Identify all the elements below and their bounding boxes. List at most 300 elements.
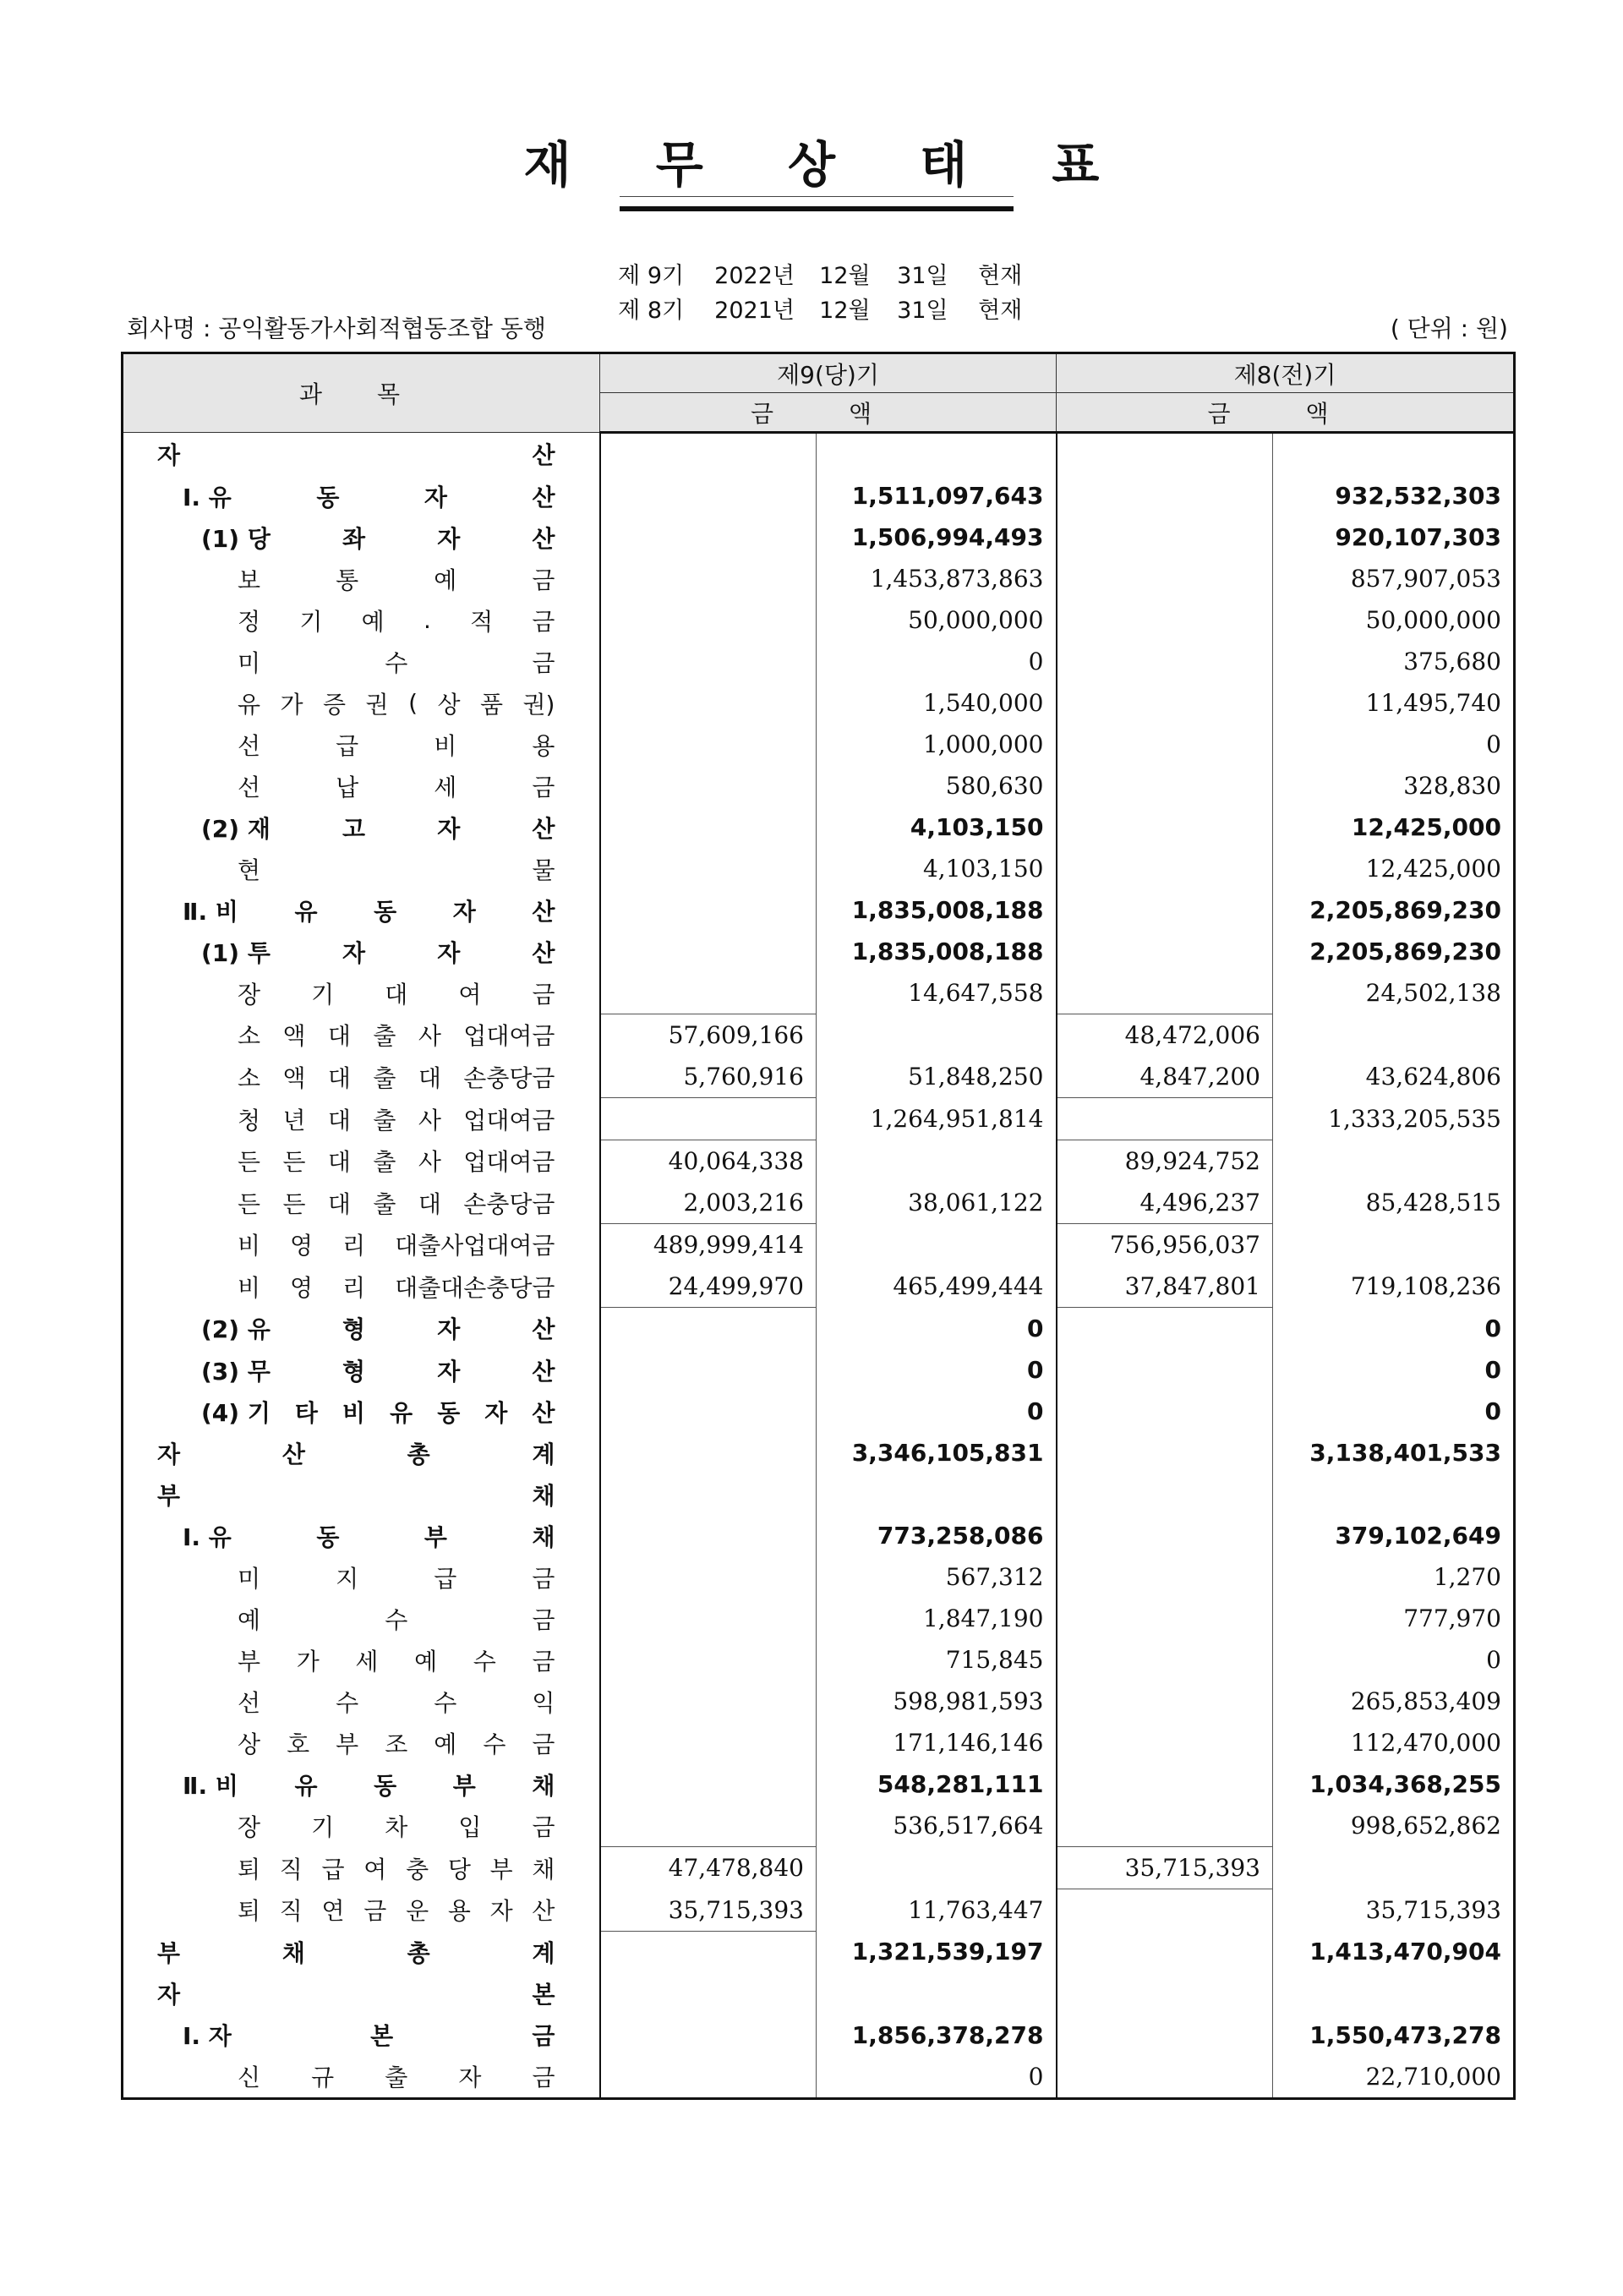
account-name-part: 충 bbox=[406, 1855, 429, 1883]
table-row bbox=[123, 1805, 1515, 1847]
prior-detail-amount: 756,956,037 bbox=[1057, 1224, 1273, 1266]
account-name-part: 사 bbox=[418, 1106, 441, 1134]
table-row bbox=[123, 765, 1515, 806]
prior-total-amount: 857,907,053 bbox=[1350, 565, 1501, 593]
current-total-amount: 1,835,008,188 bbox=[817, 931, 1057, 972]
current-total-amount: 715,845 bbox=[817, 1639, 1057, 1681]
account-name-part: 든 bbox=[282, 1189, 306, 1218]
account-name-part: 부 bbox=[157, 1481, 181, 1510]
current-total-amount: 3,346,105,831 bbox=[817, 1432, 1057, 1473]
account-name-part: 세 bbox=[355, 1647, 379, 1676]
account-name-part: 퇴 bbox=[238, 1897, 261, 1926]
account-name-part: 손충당금 bbox=[463, 1189, 555, 1218]
prior-detail-amount: 48,472,006 bbox=[1057, 1014, 1273, 1057]
prior-total-amount: 719,108,236 bbox=[1350, 1272, 1501, 1301]
account-name-part: 직 bbox=[279, 1897, 303, 1926]
prior-detail-amount bbox=[1057, 641, 1273, 682]
table-row bbox=[123, 1432, 1515, 1473]
account-name-part: 조 bbox=[385, 1730, 408, 1758]
account-name-part: 현 bbox=[238, 856, 261, 884]
account-name bbox=[123, 1847, 600, 1889]
account-name-part: (4) 기 bbox=[201, 1398, 270, 1427]
current-total-amount: 536,517,664 bbox=[817, 1805, 1057, 1847]
current-detail-amount bbox=[600, 517, 817, 558]
table-row bbox=[123, 1391, 1515, 1432]
account-name-part: 통 bbox=[336, 566, 359, 594]
prior-detail-amount bbox=[1057, 1349, 1273, 1391]
account-name-part: 출 bbox=[385, 2064, 408, 2091]
prior-detail-amount bbox=[1057, 848, 1273, 889]
company-name: 회사명 : 공익활동가사회적협동조합 동행 bbox=[127, 314, 546, 342]
account-name-part: 자 bbox=[157, 1981, 181, 2009]
account-name-part: 자 bbox=[452, 897, 476, 926]
current-total-amount bbox=[817, 1224, 1057, 1266]
account-name-part: 용 bbox=[447, 1897, 471, 1926]
account-name-part: 금 bbox=[363, 1897, 387, 1926]
account-name-part: 업대여금 bbox=[463, 1148, 555, 1177]
account-name-part: 금 bbox=[532, 1647, 555, 1676]
account-name-part: 수 bbox=[385, 648, 408, 677]
account-name-part: 출 bbox=[373, 1022, 396, 1051]
current-detail-amount bbox=[600, 475, 817, 517]
account-name-part: 가 bbox=[296, 1647, 320, 1676]
prior-total-amount bbox=[1273, 1847, 1515, 1889]
account-name-part: 여 bbox=[363, 1855, 387, 1883]
current-detail-amount bbox=[600, 724, 817, 765]
prior-total-amount: 0 bbox=[1484, 1314, 1501, 1342]
unit-label: ( 단위 : 원) bbox=[1390, 314, 1508, 342]
account-name bbox=[123, 1014, 600, 1057]
account-name-part: 금 bbox=[532, 1812, 555, 1841]
current-total-amount: 0 bbox=[817, 1349, 1057, 1391]
current-detail-amount bbox=[600, 2014, 817, 2056]
current-detail-amount bbox=[600, 1515, 817, 1556]
prior-detail-amount: 4,496,237 bbox=[1057, 1182, 1273, 1224]
account-name-part: 금 bbox=[532, 648, 555, 677]
prior-detail-amount: 4,847,200 bbox=[1057, 1056, 1273, 1098]
account-name-part: 산 bbox=[532, 524, 555, 553]
table-row bbox=[123, 972, 1515, 1014]
table-row bbox=[123, 1681, 1515, 1722]
account-name-part: 액 bbox=[282, 1063, 306, 1092]
account-name-part: 동 bbox=[437, 1398, 461, 1427]
current-total-amount: 1,540,000 bbox=[817, 682, 1057, 724]
account-name-part: 부 bbox=[157, 1938, 181, 1967]
table-row bbox=[123, 599, 1515, 641]
table-row bbox=[123, 2056, 1515, 2099]
account-name-part: 장 bbox=[238, 980, 261, 1009]
account-name-part: 예 bbox=[434, 566, 457, 594]
title-underline-thin bbox=[620, 196, 1014, 197]
prior-detail-amount bbox=[1057, 1432, 1273, 1473]
current-detail-amount bbox=[600, 1473, 817, 1515]
prior-total-amount: 265,853,409 bbox=[1350, 1687, 1501, 1715]
account-name-part: 예 bbox=[238, 1605, 261, 1634]
account-name-part: 자 bbox=[424, 483, 447, 511]
account-name-part: 타 bbox=[294, 1398, 318, 1427]
prior-detail-amount bbox=[1057, 433, 1273, 476]
prior-total-amount: 1,034,368,255 bbox=[1309, 1770, 1501, 1798]
prior-detail-amount bbox=[1057, 558, 1273, 599]
account-name-part: 유 bbox=[294, 1771, 318, 1800]
prior-total-amount: 35,715,393 bbox=[1365, 1895, 1501, 1924]
account-name bbox=[123, 1805, 600, 1847]
current-detail-amount bbox=[600, 1973, 817, 2014]
account-name-part: 산 bbox=[281, 1440, 305, 1468]
account-name-part: 증 bbox=[323, 690, 347, 719]
prior-total-amount: 11,495,740 bbox=[1365, 689, 1501, 717]
account-name-part: 비 bbox=[238, 1232, 261, 1260]
prior-total-amount: 85,428,515 bbox=[1365, 1189, 1501, 1217]
current-detail-amount bbox=[600, 641, 817, 682]
prior-total-amount bbox=[1273, 433, 1515, 476]
account-name-part: 선 bbox=[238, 731, 261, 760]
prior-total-amount: 777,970 bbox=[1403, 1604, 1501, 1632]
account-name-part: 정 bbox=[238, 607, 261, 636]
account-name-part: 품 bbox=[479, 690, 504, 719]
account-name bbox=[123, 765, 600, 806]
table-row bbox=[123, 1556, 1515, 1598]
prior-total-amount: 0 bbox=[1486, 1646, 1501, 1674]
account-name-part: 산 bbox=[532, 483, 555, 511]
account-name-part: 상 bbox=[437, 690, 461, 719]
prior-detail-amount bbox=[1057, 2056, 1273, 2099]
prior-total-amount: 920,107,303 bbox=[1335, 523, 1501, 551]
account-name-part: 출 bbox=[373, 1063, 396, 1092]
prior-total-amount: 375,680 bbox=[1403, 648, 1501, 675]
account-name-part: 청 bbox=[238, 1106, 261, 1134]
current-detail-amount bbox=[600, 889, 817, 931]
current-total-amount: 51,848,250 bbox=[817, 1056, 1057, 1098]
current-detail-amount bbox=[600, 806, 817, 848]
prior-total-amount: 932,532,303 bbox=[1335, 482, 1501, 510]
account-name-part: 출 bbox=[373, 1148, 396, 1177]
prior-total-amount: 22,710,000 bbox=[1365, 2062, 1501, 2091]
table-row bbox=[123, 1349, 1515, 1391]
account-name-part: 권 bbox=[365, 690, 389, 719]
account-name-part: 금 bbox=[532, 2064, 555, 2091]
account-name bbox=[123, 1349, 600, 1391]
prior-detail-amount bbox=[1057, 475, 1273, 517]
current-amount-header: 금 액 bbox=[600, 393, 1057, 433]
document-title: 재 무 상 태 표 bbox=[523, 136, 1134, 194]
prior-detail-amount: 89,924,752 bbox=[1057, 1140, 1273, 1183]
current-detail-amount bbox=[600, 433, 817, 476]
prior-detail-amount bbox=[1057, 682, 1273, 724]
account-name-part: 형 bbox=[342, 1357, 366, 1386]
account-name-part: 부 bbox=[238, 1647, 261, 1676]
account-name bbox=[123, 1391, 600, 1432]
account-name-part: 산 bbox=[532, 814, 555, 843]
current-total-amount: 1,453,873,863 bbox=[817, 558, 1057, 599]
current-detail-amount bbox=[600, 972, 817, 1014]
prior-total-amount: 12,425,000 bbox=[1351, 813, 1501, 841]
account-name-part: 사 bbox=[418, 1022, 441, 1051]
current-detail-amount bbox=[600, 1432, 817, 1473]
table-row bbox=[123, 2014, 1515, 2056]
table-row bbox=[123, 724, 1515, 765]
prior-total-amount bbox=[1273, 1014, 1515, 1057]
current-total-amount bbox=[817, 1973, 1057, 2014]
account-name-part: 가 bbox=[280, 690, 303, 719]
account-name bbox=[123, 1639, 600, 1681]
account-name-part: Ⅰ. 유 bbox=[183, 483, 232, 511]
account-name-part: Ⅰ. 유 bbox=[183, 1522, 232, 1551]
account-name-part: 총 bbox=[407, 1440, 430, 1468]
account-name-part: 자 bbox=[437, 938, 461, 967]
account-name-part: 대출대손충당금 bbox=[395, 1273, 555, 1302]
account-name bbox=[123, 1556, 600, 1598]
account-name-part: Ⅰ. 자 bbox=[183, 2022, 232, 2050]
current-detail-amount: 47,478,840 bbox=[600, 1847, 817, 1889]
table-row bbox=[123, 806, 1515, 848]
account-name-part: 산 bbox=[532, 897, 555, 926]
account-name-part: (3) 무 bbox=[201, 1357, 270, 1386]
table-row bbox=[123, 1182, 1515, 1224]
account-name-part: 금 bbox=[532, 1564, 555, 1593]
prior-detail-amount bbox=[1057, 517, 1273, 558]
account-name-part: 기 bbox=[311, 980, 335, 1009]
current-total-amount: 1,000,000 bbox=[817, 724, 1057, 765]
account-name-part: 미 bbox=[238, 1564, 261, 1593]
table-row bbox=[123, 641, 1515, 682]
table-row bbox=[123, 1763, 1515, 1805]
table-row bbox=[123, 1308, 1515, 1350]
account-name-part: (2) 재 bbox=[201, 814, 270, 843]
table-row bbox=[123, 1473, 1515, 1515]
table-row bbox=[123, 1515, 1515, 1556]
account-name-part: 금 bbox=[532, 2022, 555, 2050]
account-name-part: Ⅱ. 비 bbox=[183, 1771, 238, 1800]
account-name bbox=[123, 1515, 600, 1556]
table-row bbox=[123, 1266, 1515, 1308]
prior-total-amount: 1,270 bbox=[1433, 1563, 1501, 1591]
account-name-part: 금 bbox=[532, 773, 555, 801]
account-name-part: 대 bbox=[385, 980, 408, 1009]
balance-sheet-table bbox=[121, 352, 1516, 2100]
current-total-amount: 171,146,146 bbox=[817, 1722, 1057, 1763]
table-row bbox=[123, 889, 1515, 931]
account-name-part: 수 bbox=[434, 1688, 457, 1717]
prior-total-amount: 379,102,649 bbox=[1335, 1522, 1501, 1550]
account-name-part: . bbox=[423, 606, 431, 634]
account-name-part: 여 bbox=[458, 980, 482, 1009]
current-total-amount: 0 bbox=[817, 1391, 1057, 1432]
account-name-part: 든 bbox=[238, 1148, 261, 1177]
current-total-amount: 567,312 bbox=[817, 1556, 1057, 1598]
account-name-part: 수 bbox=[483, 1730, 506, 1758]
current-total-amount: 11,763,447 bbox=[817, 1889, 1057, 1932]
current-detail-amount: 5,760,916 bbox=[600, 1056, 817, 1098]
account-name-part: 예 bbox=[361, 607, 385, 636]
current-total-amount: 548,281,111 bbox=[817, 1763, 1057, 1805]
account-name-part: 동 bbox=[316, 483, 340, 511]
current-detail-amount: 2,003,216 bbox=[600, 1182, 817, 1224]
account-name bbox=[123, 848, 600, 889]
account-name-part: 비 bbox=[434, 731, 457, 760]
account-name-part: 대 bbox=[418, 1063, 441, 1092]
current-detail-amount bbox=[600, 848, 817, 889]
account-name-part: 금 bbox=[532, 980, 555, 1009]
account-name bbox=[123, 641, 600, 682]
account-name bbox=[123, 1098, 600, 1140]
account-name-part: 소 bbox=[238, 1022, 261, 1051]
account-name-part: 사 bbox=[418, 1148, 441, 1177]
account-name-part: 산 bbox=[532, 1398, 555, 1427]
prior-total-amount bbox=[1273, 1140, 1515, 1183]
prior-detail-amount bbox=[1057, 765, 1273, 806]
prior-detail-amount bbox=[1057, 972, 1273, 1014]
table-row bbox=[123, 1722, 1515, 1763]
current-total-amount: 0 bbox=[817, 1308, 1057, 1350]
current-detail-amount bbox=[600, 2056, 817, 2099]
account-name-part: 좌 bbox=[342, 524, 366, 553]
current-total-amount: 50,000,000 bbox=[817, 599, 1057, 641]
table-row bbox=[123, 1847, 1515, 1889]
account-name-part: 상 bbox=[238, 1730, 261, 1758]
current-detail-amount: 57,609,166 bbox=[600, 1014, 817, 1057]
account-name-part: 산 bbox=[532, 1897, 555, 1926]
prior-detail-amount bbox=[1057, 1722, 1273, 1763]
account-name-part: 연 bbox=[321, 1897, 345, 1926]
prior-detail-amount bbox=[1057, 931, 1273, 972]
prior-detail-amount bbox=[1057, 1598, 1273, 1639]
account-name bbox=[123, 682, 600, 724]
account-name-part: 동 bbox=[374, 1771, 397, 1800]
prior-detail-amount bbox=[1057, 724, 1273, 765]
account-name-part: 보 bbox=[238, 566, 261, 594]
table-row bbox=[123, 1973, 1515, 2014]
current-total-amount: 598,981,593 bbox=[817, 1681, 1057, 1722]
account-name-part: 총 bbox=[407, 1938, 430, 1967]
account-name-part: 채 bbox=[281, 1938, 305, 1967]
account-name bbox=[123, 1432, 600, 1473]
prior-total-amount: 2,205,869,230 bbox=[1309, 938, 1501, 965]
prior-total-amount: 2,205,869,230 bbox=[1309, 896, 1501, 924]
prior-detail-amount bbox=[1057, 1639, 1273, 1681]
current-period-header: 제9(당)기 bbox=[600, 353, 1057, 393]
prior-total-amount: 0 bbox=[1486, 730, 1501, 758]
account-name-part: 채 bbox=[532, 1771, 555, 1800]
prior-detail-amount bbox=[1057, 1973, 1273, 2014]
prior-total-amount: 998,652,862 bbox=[1350, 1812, 1501, 1840]
account-name-part: 계 bbox=[532, 1938, 555, 1967]
account-name-part: 물 bbox=[532, 856, 555, 884]
prior-total-amount: 1,413,470,904 bbox=[1309, 1938, 1501, 1966]
account-name-part: 산 bbox=[532, 1315, 555, 1344]
current-total-amount: 4,103,150 bbox=[817, 848, 1057, 889]
account-name-part: 규 bbox=[311, 2064, 335, 2091]
account-name-part: 직 bbox=[279, 1855, 303, 1883]
account-name-part: 입 bbox=[458, 1812, 482, 1841]
account-name-part: 리 bbox=[342, 1232, 366, 1260]
table-row bbox=[123, 1014, 1515, 1057]
prior-total-amount: 0 bbox=[1484, 1397, 1501, 1425]
account-name bbox=[123, 433, 600, 476]
account-name-part: 영 bbox=[290, 1232, 314, 1260]
account-name-part: 자 bbox=[458, 2064, 482, 2091]
account-name-part: 업대여금 bbox=[463, 1022, 555, 1051]
account-name-part: 계 bbox=[532, 1440, 555, 1468]
account-name-part: 자 bbox=[342, 938, 366, 967]
account-name-part: ( bbox=[408, 689, 418, 717]
current-total-amount: 38,061,122 bbox=[817, 1182, 1057, 1224]
table-row bbox=[123, 433, 1515, 476]
current-detail-amount: 24,499,970 bbox=[600, 1266, 817, 1308]
current-total-amount bbox=[817, 1473, 1057, 1515]
account-name-part: 채 bbox=[532, 1522, 555, 1551]
prior-detail-amount bbox=[1057, 1473, 1273, 1515]
account-name bbox=[123, 2014, 600, 2056]
account-name-part: 금 bbox=[532, 1605, 555, 1634]
account-name-part: 예 bbox=[414, 1647, 438, 1676]
table-row bbox=[123, 931, 1515, 972]
account-name bbox=[123, 1973, 600, 2014]
account-name-part: 부 bbox=[336, 1730, 359, 1758]
period-line-prior: 제 8기 2021년 12월 31일 현재 bbox=[618, 298, 1023, 324]
prior-total-amount bbox=[1273, 1224, 1515, 1266]
account-name-part: 형 bbox=[342, 1315, 366, 1344]
prior-detail-amount bbox=[1057, 2014, 1273, 2056]
current-detail-amount: 35,715,393 bbox=[600, 1889, 817, 1932]
account-name-part: 급 bbox=[321, 1855, 345, 1883]
subject-column-header: 과 목 bbox=[123, 353, 600, 433]
account-name-part: 신 bbox=[238, 2064, 261, 2091]
account-name bbox=[123, 1224, 600, 1266]
account-name-part: 자 bbox=[157, 1440, 181, 1468]
account-name-part: 부 bbox=[424, 1522, 447, 1551]
account-name-part: 금 bbox=[532, 607, 555, 636]
current-detail-amount: 40,064,338 bbox=[600, 1140, 817, 1183]
account-name-part: (1) 당 bbox=[201, 524, 270, 553]
account-name-part: 납 bbox=[336, 773, 359, 801]
current-total-amount bbox=[817, 1014, 1057, 1057]
table-row bbox=[123, 1056, 1515, 1098]
current-detail-amount bbox=[600, 1931, 817, 1973]
account-name-part: 자 bbox=[437, 814, 461, 843]
current-detail-amount bbox=[600, 1805, 817, 1847]
account-name-part: 금 bbox=[532, 566, 555, 594]
account-name bbox=[123, 1722, 600, 1763]
prior-detail-amount bbox=[1057, 1391, 1273, 1432]
account-name bbox=[123, 1681, 600, 1722]
prior-total-amount: 112,470,000 bbox=[1350, 1729, 1501, 1757]
period-line-current: 제 9기 2022년 12월 31일 현재 bbox=[618, 263, 1023, 289]
current-total-amount: 1,847,190 bbox=[817, 1598, 1057, 1639]
account-name-part: 대 bbox=[327, 1189, 351, 1218]
current-total-amount: 465,499,444 bbox=[817, 1266, 1057, 1308]
prior-detail-amount bbox=[1057, 1889, 1273, 1932]
prior-total-amount: 1,333,205,535 bbox=[1328, 1105, 1501, 1133]
account-name-part: (1) 투 bbox=[201, 938, 270, 967]
account-name-part: 동 bbox=[316, 1522, 340, 1551]
account-name bbox=[123, 599, 600, 641]
account-name-part: 대출사업대여금 bbox=[395, 1232, 555, 1260]
table-row bbox=[123, 848, 1515, 889]
account-name-part: 익 bbox=[532, 1688, 555, 1717]
table-row bbox=[123, 1639, 1515, 1681]
current-detail-amount bbox=[600, 1098, 817, 1140]
account-name-part: 운 bbox=[406, 1897, 429, 1926]
current-total-amount: 580,630 bbox=[817, 765, 1057, 806]
account-name-part: 자 bbox=[437, 1315, 461, 1344]
account-name-part: 예 bbox=[434, 1730, 457, 1758]
account-name-part: 업대여금 bbox=[463, 1106, 555, 1134]
account-name-part: 당 bbox=[447, 1855, 471, 1883]
current-detail-amount bbox=[600, 765, 817, 806]
current-detail-amount bbox=[600, 1763, 817, 1805]
account-name-part: (2) 유 bbox=[201, 1315, 270, 1344]
